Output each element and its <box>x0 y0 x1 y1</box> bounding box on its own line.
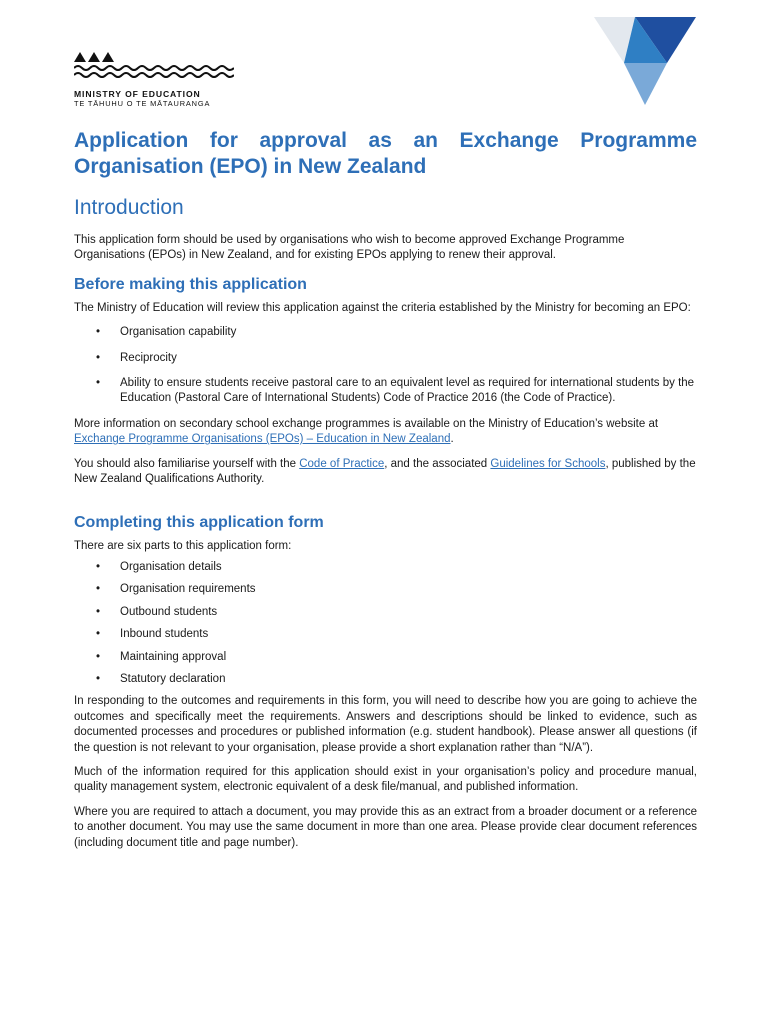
list-item <box>74 560 697 575</box>
bullet-icon: • <box>96 628 101 641</box>
bullet-icon: • <box>96 560 101 573</box>
information-paragraph: Much of the information required for this application should exist in your organisation’s policy and procedure manual, quality management system, electronic equivalent of a desk file/manual, and published information. <box>74 765 697 794</box>
bullet-icon: • <box>96 650 101 663</box>
introduction-heading: Introduction <box>74 196 184 219</box>
list-item-text: Reciprocity <box>120 351 177 364</box>
parts-list <box>74 560 697 687</box>
list-item-text: Outbound students <box>120 605 218 618</box>
corner-triangles-graphic <box>590 17 700 107</box>
intro-paragraph: This application form should be used by organisations who wish to become approved Exchange Programme Organisations (EPOs) in New Zealand, and for existing EPOs applying to renew their approval. <box>74 234 625 262</box>
completing-heading: Completing this application form <box>74 514 324 532</box>
list-item <box>74 325 697 340</box>
list-item-text: Inbound students <box>120 628 209 641</box>
parts-intro: There are six parts to this application form: <box>74 540 292 553</box>
bullet-icon: • <box>96 605 101 618</box>
familiarise-paragraph <box>74 457 697 488</box>
document-title: Application for approval as an Exchange Programme Organisation (EPO) in New Zealand <box>74 129 697 178</box>
list-item-text: Statutory declaration <box>120 672 226 685</box>
list-item-text: Maintaining approval <box>120 650 227 663</box>
code-of-practice-link[interactable]: Code of Practice <box>299 457 385 470</box>
before-heading: Before making this application <box>74 275 307 293</box>
list-item <box>74 582 697 597</box>
bullet-icon: • <box>96 326 101 339</box>
familiarise-text-2: , and the associated <box>384 457 488 470</box>
ministry-logo-icon <box>74 51 234 87</box>
bullet-icon: • <box>96 583 101 596</box>
more-info-paragraph <box>74 417 697 448</box>
list-item <box>74 627 697 642</box>
epo-education-link[interactable]: Exchange Programme Organisations (EPOs) – Education in New Zealand <box>74 433 451 446</box>
familiarise-text-3: , published by the New Zealand Qualifications Authority. <box>74 457 696 486</box>
responding-paragraph: In responding to the outcomes and requirements in this form, you will need to describe how you are going to achieve the outcomes and specifically meet the requirements. Answers and descriptions should be linked to evidence, such as documented processes and procedures or published information (e.g. student handbook). Please answer all questions (if the question is not relevant to your organisation, please provide a short explanation rather than “N/A”). <box>74 695 697 754</box>
familiarise-text: You should also familiarise yourself with the <box>74 457 297 470</box>
list-item <box>74 605 697 620</box>
list-item <box>74 672 697 687</box>
list-item-text: Organisation requirements <box>120 583 256 596</box>
ministry-logo <box>74 51 234 108</box>
list-item <box>74 376 697 407</box>
bullet-icon: • <box>96 351 101 364</box>
before-paragraph: The Ministry of Education will review this application against the criteria established by the Ministry for becoming an EPO: <box>74 301 691 314</box>
org-name-maori: TE TĀHUHU O TE MĀTAURANGA <box>74 99 211 108</box>
attach-paragraph: Where you are required to attach a document, you may provide this as an extract from a broader document or a reference to another document. You may use the same document in more than one area. Please provide clear document references (including document title and page number). <box>74 805 697 849</box>
bullet-icon: • <box>96 377 101 390</box>
criteria-list <box>74 325 697 407</box>
more-info-period: . <box>450 433 454 446</box>
more-info-text: More information on secondary school exchange programmes is available on the Ministry of Education’s website at <box>74 417 659 430</box>
org-name: MINISTRY OF EDUCATION <box>74 89 201 99</box>
guidelines-for-schools-link[interactable]: Guidelines for Schools <box>490 457 606 470</box>
bullet-icon: • <box>96 672 101 685</box>
document-body <box>74 128 697 851</box>
list-item <box>74 351 697 366</box>
list-item-text: Ability to ensure students receive pastoral care to an equivalent level as required for international students by the Education (Pastoral Care of International Students) Code of Practice 2016 (the Code of Practice). <box>120 377 695 405</box>
list-item-text: Organisation details <box>120 560 222 573</box>
list-item <box>74 650 697 665</box>
list-item-text: Organisation capability <box>120 326 237 339</box>
